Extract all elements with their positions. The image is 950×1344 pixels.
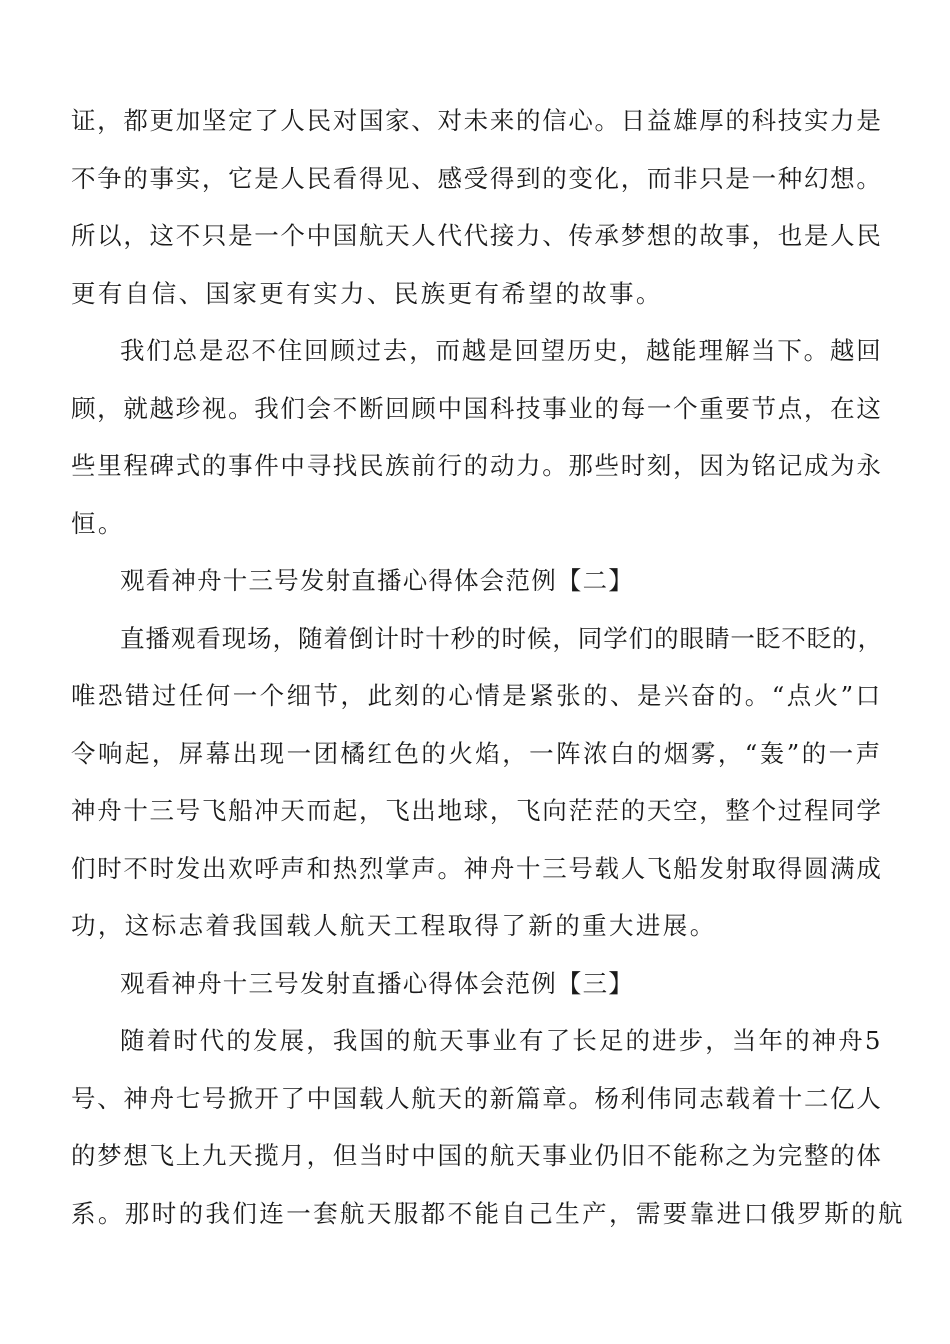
- paragraph-line: 不争的事实，它是人民看得见、感受得到的变化，而非只是一种幻想。: [71, 163, 883, 193]
- document-body: [71, 92, 905, 1242]
- paragraph-line: 随着时代的发展，我国的航天事业有了长足的进步，当年的神舟5: [120, 1026, 883, 1055]
- paragraph: [71, 92, 883, 322]
- heading-text: 观看神舟十三号发射直播心得体会范例【二】: [120, 566, 634, 595]
- paragraph: [71, 1012, 905, 1242]
- paragraph-line: 直播观看现场，随着倒计时十秒的时候，同学们的眼睛一眨不眨的，: [120, 623, 883, 653]
- paragraph-line: 号、神舟七号掀开了中国载人航天的新篇章。杨利伟同志载着十二亿人: [71, 1083, 883, 1113]
- paragraph-line: 顾，就越珍视。我们会不断回顾中国科技事业的每一个重要节点，在这: [71, 393, 883, 423]
- paragraph-line: 所以，这不只是一个中国航天人代代接力、传承梦想的故事，也是人民: [71, 221, 883, 250]
- paragraph-line: 更有自信、国家更有实力、民族更有希望的故事。: [71, 278, 663, 308]
- paragraph-line: 功，这标志着我国载人航天工程取得了新的重大进展。: [71, 911, 717, 940]
- paragraph-line: 恒。: [71, 508, 125, 538]
- paragraph-line: 们时不时发出欢呼声和热烈掌声。神舟十三号载人飞船发射取得圆满成: [71, 853, 883, 883]
- paragraph-line: 些里程碑式的事件中寻找民族前行的动力。那些时刻，因为铭记成为永: [71, 451, 883, 480]
- paragraph: [71, 610, 883, 955]
- section-heading: [71, 955, 883, 1013]
- paragraph-line: 唯恐错过任何一个细节，此刻的心情是紧张的、是兴奋的。“点火”口: [71, 681, 883, 710]
- paragraph: [71, 322, 883, 552]
- paragraph-line: 神舟十三号飞船冲天而起，飞出地球，飞向茫茫的天空，整个过程同学: [71, 796, 883, 825]
- paragraph-line: 令响起，屏幕出现一团橘红色的火焰，一阵浓白的烟雾，“轰”的一声: [71, 738, 883, 768]
- paragraph-line: 的梦想飞上九天揽月，但当时中国的航天事业仍旧不能称之为完整的体: [71, 1141, 883, 1170]
- paragraph-line: 我们总是忍不住回顾过去，而越是回望历史，越能理解当下。越回: [120, 336, 883, 365]
- section-heading: [71, 552, 883, 610]
- paragraph-line: 系。那时的我们连一套航天服都不能自己生产，需要靠进口俄罗斯的航: [71, 1198, 905, 1228]
- heading-text: 观看神舟十三号发射直播心得体会范例【三】: [120, 968, 634, 998]
- paragraph-line: 证，都更加坚定了人民对国家、对未来的信心。日益雄厚的科技实力是: [71, 106, 883, 135]
